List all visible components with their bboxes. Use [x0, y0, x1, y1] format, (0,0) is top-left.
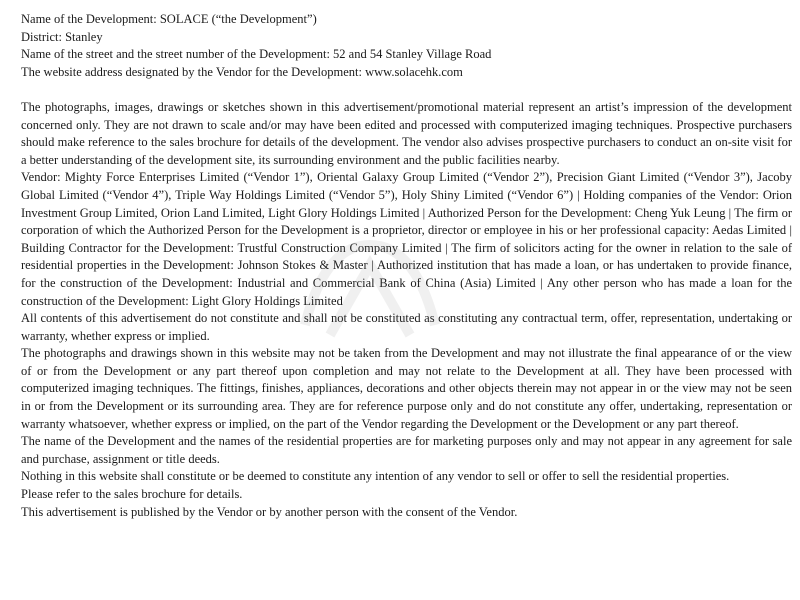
publisher-notice: This advertisement is published by the Vendor or by another person with the consent of the Vendor. — [21, 504, 518, 519]
names-disclaimer: The name of the Development and the names of the residential properties are for marketing purposes only and may not appear in any agreement for sale and purchase, assignment or title deeds. — [21, 434, 792, 466]
photographs-disclaimer: The photographs and drawings shown in this website may not be taken from the Development and may not illustrate the final appearance of or the view of or from the Development or any part thereof upon completion and may not relate to the Development at all. They have been processed with computerized imaging techniques. The fittings, finishes, appliances, decorations and other objects therein may not appear in or the view may not be seen in or from the Development or its surrounding area. They are for reference purpose only and do not constitute any offer, undertaking, representation or warranty whatsoever, whether express or implied, on the part of the Vendor regarding the Development or the Development or any part thereof. — [21, 346, 792, 431]
spacer — [21, 81, 792, 99]
artist-impression-notice: The photographs, images, drawings or sketches shown in this advertisement/promotional material represent an artist’s impression of the development concerned only. They are not drawn to scale and/or may have been edited and processed with computerized imaging techniques. Prospective purchasers should make reference to the sales brochure for details of the development. The vendor also advises prospective purchasers to conduct an on-site visit for a better understanding of the development site, its surrounding environment and the public facilities nearby. — [21, 99, 792, 167]
district: District: Stanley — [21, 29, 103, 44]
contract-disclaimer: All contents of this advertisement do not constitute and shall not be constituted as constituting any contractual term, offer, representation, undertaking or warranty, whether express or implied. — [21, 311, 792, 343]
vendor-information: Vendor: Mighty Force Enterprises Limited (“Vendor 1”), Oriental Galaxy Group Limited (“Vendor 2”), Precision Giant Limited (“Vendor 3”), Jacoby Global Limited (“Vendor 4”), Triple Way Holdings Limited (“Vendor 5”), Holy Shiny Limited (“Vendor 6”) | Holding companies of the Vendor: Orion Investment Group Limited, Orion Land Limited, Light Glory Holdings Limited | Authorized Person for the Development: Cheng Yuk Leung | The firm or corporation of which the Authorized Person for the Development is a proprietor, director or employee in his or her professional capacity: Aedas Limited | Building Contractor for the Development: Trustful Construction Company Limited | The firm of solicitors acting for the owner in relation to the sale of residential properties in the Development: Johnson Stokes & Master | Authorized institution that has made a loan, or has undertaken to provide finance, for the construction of the Development: Industrial and Commercial Bank of China (Asia) Limited | Any other person who has made a loan for the construction of the Development: Light Glory Holdings Limited — [21, 170, 792, 308]
no-offer-notice: Nothing in this website shall constitute or be deemed to constitute any intention of any vendor to sell or offer to sell the residential properties. — [21, 469, 730, 484]
sales-brochure-reference: Please refer to the sales brochure for details. — [21, 487, 243, 502]
street-address: Name of the street and the street number of the Development: 52 and 54 Stanley Village Road — [21, 47, 492, 62]
development-name: Name of the Development: SOLACE (“the Development”) — [21, 12, 317, 26]
website-address: The website address designated by the Vendor for the Development: www.solacehk.com — [21, 64, 463, 79]
